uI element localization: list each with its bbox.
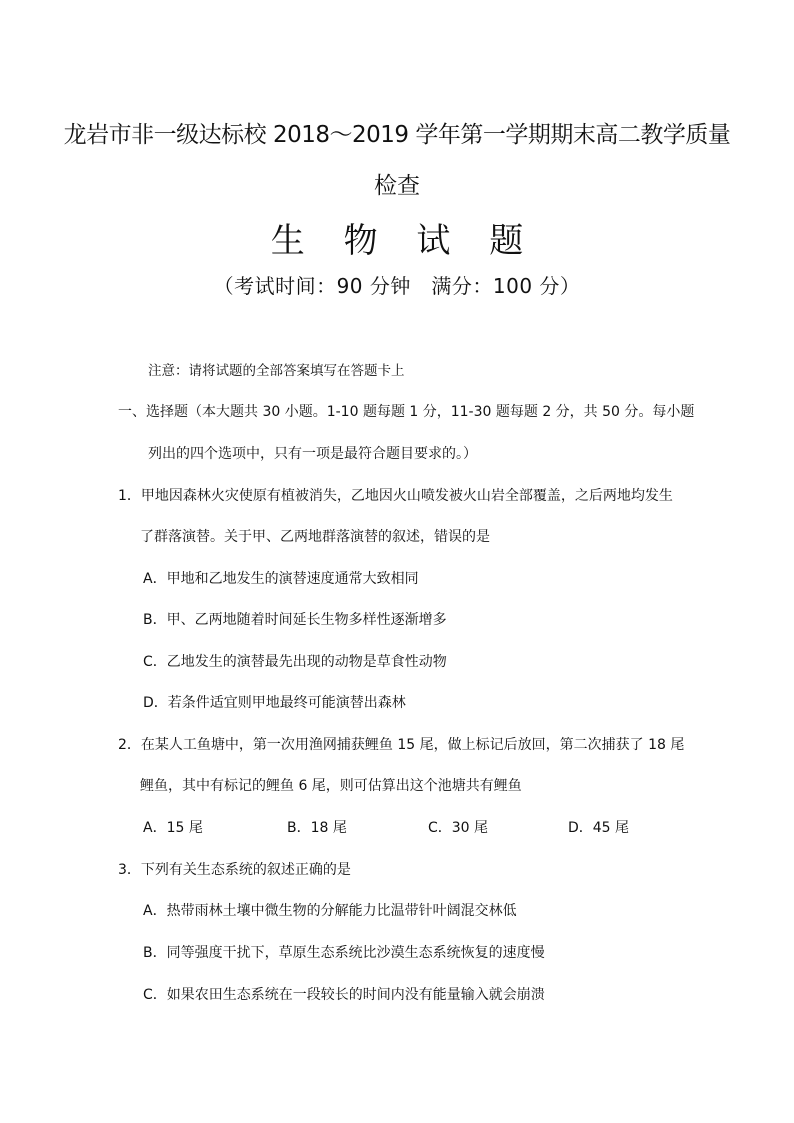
subject-title: 生 物 试 题 [270, 221, 538, 261]
question-2-stem-line2: 鲤鱼，其中有标记的鲤鱼 6 尾，则可估算出这个池塘共有鲤鱼 [140, 778, 522, 794]
question-2-option-c: C．30 尾 [428, 820, 489, 836]
exam-title-line1: 龙岩市非一级达标校 2018～2019 学年第一学期期末高二教学质量 [63, 122, 731, 148]
question-3-option-a: A．热带雨林土壤中微生物的分解能力比温带针叶阔混交林低 [143, 903, 517, 919]
exam-title-line2: 检查 [374, 173, 420, 199]
question-2-option-b: B．18 尾 [287, 820, 347, 836]
question-2-option-d: D．45 尾 [568, 820, 630, 836]
question-1-option-a: A．甲地和乙地发生的演替速度通常大致相同 [143, 571, 419, 587]
question-3-option-c: C．如果农田生态系统在一段较长的时间内没有能量输入就会崩溃 [143, 987, 545, 1003]
question-3-option-b: B．同等强度干扰下，草原生态系统比沙漠生态系统恢复的速度慢 [143, 945, 545, 961]
notice-text: 注意：请将试题的全部答案填写在答题卡上 [148, 363, 405, 379]
section-heading-line2: 列出的四个选项中，只有一项是最符合题目要求的。） [148, 446, 477, 462]
question-1-stem-line2: 了群落演替。关于甲、乙两地群落演替的叙述，错误的是 [140, 529, 490, 545]
question-3-stem-line1: 3．下列有关生态系统的叙述正确的是 [118, 862, 351, 878]
question-1-option-d: D．若条件适宜则甲地最终可能演替出森林 [143, 695, 406, 711]
section-heading-line1: 一、选择题（本大题共 30 小题。1-10 题每题 1 分，11-30 题每题 2 分，共 50 分。每小题 [118, 404, 695, 420]
question-1-stem-line1: 1．甲地因森林火灾使原有植被消失，乙地因火山喷发被火山岩全部覆盖，之后两地均发生 [118, 488, 673, 504]
question-1-option-b: B．甲、乙两地随着时间延长生物多样性逐渐增多 [143, 612, 447, 628]
exam-info: （考试时间：90 分钟 满分：100 分） [213, 274, 581, 298]
question-1-option-c: C．乙地发生的演替最先出现的动物是草食性动物 [143, 654, 447, 670]
question-2-stem-line1: 2．在某人工鱼塘中，第一次用渔网捕获鲤鱼 15 尾，做上标记后放回，第二次捕获了 18 尾 [118, 737, 685, 753]
question-2-option-a: A．15 尾 [143, 820, 203, 836]
